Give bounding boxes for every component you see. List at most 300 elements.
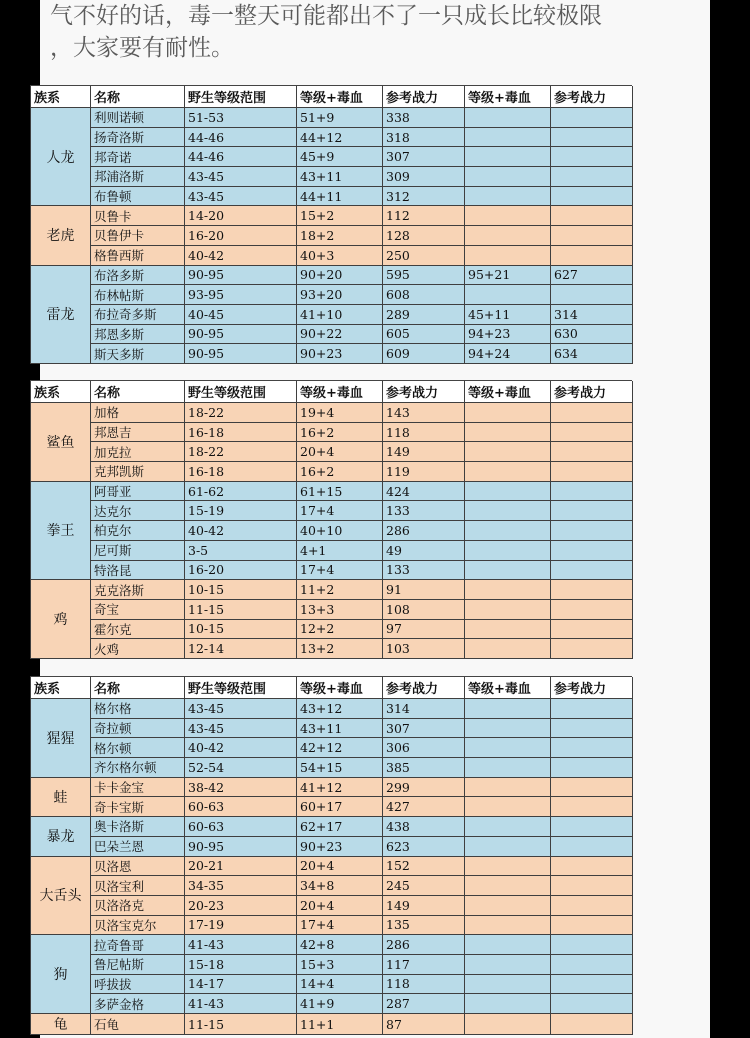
stat-cell: 34-35 xyxy=(185,876,297,896)
table-row xyxy=(31,540,633,560)
stat-cell: 94+24 xyxy=(465,344,551,364)
stat-cell: 128 xyxy=(383,226,465,246)
column-header: 野生等级范围 xyxy=(185,677,297,699)
stat-cell xyxy=(465,1014,551,1035)
column-header: 等级+毒血 xyxy=(465,86,551,108)
pet-table-1 xyxy=(30,86,632,364)
stat-cell xyxy=(551,639,633,659)
stat-cell xyxy=(551,147,633,167)
stat-cell xyxy=(465,167,551,187)
stat-cell xyxy=(465,245,551,265)
stat-cell xyxy=(465,501,551,521)
stat-cell: 40+3 xyxy=(297,245,383,265)
stat-cell xyxy=(551,777,633,797)
stat-cell xyxy=(465,758,551,778)
stat-cell xyxy=(465,856,551,876)
pet-table-3 xyxy=(30,677,632,1035)
table-row xyxy=(31,481,633,501)
stat-cell: 118 xyxy=(383,422,465,442)
pet-name-cell: 布林帖斯 xyxy=(91,285,185,305)
table-row xyxy=(31,324,633,344)
pet-name-cell: 贝鲁伊卡 xyxy=(91,226,185,246)
stat-cell: 11+2 xyxy=(297,580,383,600)
pet-name-cell: 邦恩多斯 xyxy=(91,324,185,344)
table-header-row xyxy=(31,381,633,403)
intro-text xyxy=(50,0,710,64)
stat-cell: 108 xyxy=(383,599,465,619)
stat-cell: 338 xyxy=(383,108,465,128)
column-header: 参考战力 xyxy=(551,381,633,403)
stat-cell: 287 xyxy=(383,994,465,1014)
stat-cell: 15-18 xyxy=(185,954,297,974)
stat-cell: 11-15 xyxy=(185,599,297,619)
stat-cell xyxy=(465,186,551,206)
column-header: 参考战力 xyxy=(383,381,465,403)
table-row xyxy=(31,560,633,580)
stat-cell: 61-62 xyxy=(185,481,297,501)
stat-cell: 314 xyxy=(383,699,465,719)
table-row xyxy=(31,344,633,364)
family-cell: 鲨鱼 xyxy=(31,403,91,482)
table-row xyxy=(31,521,633,541)
stat-cell xyxy=(551,540,633,560)
pet-name-cell: 奇拉顿 xyxy=(91,718,185,738)
pet-name-cell: 邦浦洛斯 xyxy=(91,167,185,187)
stat-cell xyxy=(465,954,551,974)
column-header: 等级+毒血 xyxy=(297,677,383,699)
stat-cell: 10-15 xyxy=(185,619,297,639)
stat-cell: 605 xyxy=(383,324,465,344)
table-row xyxy=(31,580,633,600)
pet-table-2 xyxy=(30,381,632,659)
table-row xyxy=(31,856,633,876)
table-row xyxy=(31,639,633,659)
stat-cell xyxy=(551,895,633,915)
pet-name-cell: 邦恩吉 xyxy=(91,422,185,442)
stat-cell: 93+20 xyxy=(297,285,383,305)
stat-cell: 94+23 xyxy=(465,324,551,344)
stat-cell: 43-45 xyxy=(185,699,297,719)
stat-cell: 90+22 xyxy=(297,324,383,344)
pet-name-cell: 阿哥亚 xyxy=(91,481,185,501)
pet-name-cell: 贝洛宝利 xyxy=(91,876,185,896)
pet-name-cell: 巴朵兰恩 xyxy=(91,836,185,856)
stat-cell: 149 xyxy=(383,442,465,462)
stat-cell: 16-20 xyxy=(185,560,297,580)
table-row xyxy=(31,206,633,226)
stat-cell: 634 xyxy=(551,344,633,364)
pet-name-cell: 柏克尔 xyxy=(91,521,185,541)
table-row xyxy=(31,147,633,167)
table-row xyxy=(31,935,633,955)
table-row xyxy=(31,817,633,837)
stat-cell: 13+2 xyxy=(297,639,383,659)
stat-cell xyxy=(551,974,633,994)
stat-cell: 43+11 xyxy=(297,718,383,738)
stat-cell: 43+11 xyxy=(297,167,383,187)
stat-cell xyxy=(465,403,551,423)
pet-name-cell: 加格 xyxy=(91,403,185,423)
pet-name-cell: 克邦凯斯 xyxy=(91,462,185,482)
pet-name-cell: 卡卡金宝 xyxy=(91,777,185,797)
column-header: 参考战力 xyxy=(383,86,465,108)
family-cell: 大舌头 xyxy=(31,856,91,935)
table-row xyxy=(31,127,633,147)
stat-cell: 4+1 xyxy=(297,540,383,560)
column-header: 族系 xyxy=(31,86,91,108)
stat-cell: 17+4 xyxy=(297,915,383,935)
table-row xyxy=(31,245,633,265)
table-row xyxy=(31,599,633,619)
pet-name-cell: 贝洛洛克 xyxy=(91,895,185,915)
family-cell: 龟 xyxy=(31,1014,91,1035)
stat-cell: 133 xyxy=(383,560,465,580)
stat-cell xyxy=(551,521,633,541)
stat-cell: 90-95 xyxy=(185,265,297,285)
stat-cell: 11-15 xyxy=(185,1014,297,1035)
table-row xyxy=(31,1014,633,1035)
stat-cell: 40+10 xyxy=(297,521,383,541)
pet-name-cell: 呼拔拔 xyxy=(91,974,185,994)
stat-cell: 90-95 xyxy=(185,324,297,344)
pet-name-cell: 达克尔 xyxy=(91,501,185,521)
table-row xyxy=(31,994,633,1014)
stat-cell: 38-42 xyxy=(185,777,297,797)
stat-cell: 51-53 xyxy=(185,108,297,128)
column-header: 参考战力 xyxy=(551,677,633,699)
stat-cell xyxy=(551,501,633,521)
stat-cell: 286 xyxy=(383,521,465,541)
stat-cell: 609 xyxy=(383,344,465,364)
stat-cell: 12+2 xyxy=(297,619,383,639)
stat-cell xyxy=(551,758,633,778)
table-row xyxy=(31,167,633,187)
stat-cell: 41+12 xyxy=(297,777,383,797)
stat-cell xyxy=(465,540,551,560)
stat-cell: 45+9 xyxy=(297,147,383,167)
stat-cell xyxy=(465,699,551,719)
stat-cell xyxy=(551,738,633,758)
stat-cell: 608 xyxy=(383,285,465,305)
stat-cell: 17-19 xyxy=(185,915,297,935)
stat-cell: 40-42 xyxy=(185,738,297,758)
stat-cell xyxy=(465,285,551,305)
stat-cell: 49 xyxy=(383,540,465,560)
stat-cell: 43-45 xyxy=(185,186,297,206)
stat-cell xyxy=(551,442,633,462)
stat-cell: 87 xyxy=(383,1014,465,1035)
stat-cell: 90-95 xyxy=(185,836,297,856)
stat-cell xyxy=(465,777,551,797)
stat-cell: 40-45 xyxy=(185,304,297,324)
table-row xyxy=(31,619,633,639)
stat-cell xyxy=(551,1014,633,1035)
stat-cell: 16-18 xyxy=(185,462,297,482)
stat-cell: 41-43 xyxy=(185,994,297,1014)
stat-cell: 45+11 xyxy=(465,304,551,324)
table-row xyxy=(31,285,633,305)
stat-cell: 97 xyxy=(383,619,465,639)
pet-name-cell: 利则诺顿 xyxy=(91,108,185,128)
family-cell: 狗 xyxy=(31,935,91,1014)
stat-cell: 44-46 xyxy=(185,127,297,147)
stat-cell xyxy=(551,599,633,619)
stat-cell xyxy=(551,462,633,482)
stat-cell xyxy=(465,915,551,935)
stat-cell xyxy=(551,245,633,265)
stat-cell xyxy=(551,560,633,580)
stat-cell xyxy=(551,481,633,501)
column-header: 野生等级范围 xyxy=(185,381,297,403)
table-row xyxy=(31,758,633,778)
stat-cell: 20+4 xyxy=(297,442,383,462)
stat-cell: 112 xyxy=(383,206,465,226)
stat-cell xyxy=(551,403,633,423)
stat-cell: 40-42 xyxy=(185,521,297,541)
pet-name-cell: 尼可斯 xyxy=(91,540,185,560)
stat-cell: 16+2 xyxy=(297,462,383,482)
pet-name-cell: 贝鲁卡 xyxy=(91,206,185,226)
stat-cell: 250 xyxy=(383,245,465,265)
table-row xyxy=(31,797,633,817)
stat-cell: 95+21 xyxy=(465,265,551,285)
stat-cell xyxy=(465,127,551,147)
family-cell: 拳王 xyxy=(31,481,91,579)
table-row xyxy=(31,915,633,935)
pet-name-cell: 奥卡洛斯 xyxy=(91,817,185,837)
stat-cell: 143 xyxy=(383,403,465,423)
pet-name-cell: 霍尔克 xyxy=(91,619,185,639)
stat-cell: 630 xyxy=(551,324,633,344)
stat-cell: 43+12 xyxy=(297,699,383,719)
stat-cell xyxy=(551,619,633,639)
stat-cell xyxy=(551,935,633,955)
stat-cell: 11+1 xyxy=(297,1014,383,1035)
pet-name-cell: 扬奇洛斯 xyxy=(91,127,185,147)
table-row xyxy=(31,265,633,285)
family-cell: 雷龙 xyxy=(31,265,91,363)
stat-cell: 90+23 xyxy=(297,836,383,856)
stat-cell: 119 xyxy=(383,462,465,482)
stat-cell: 14-20 xyxy=(185,206,297,226)
stat-cell xyxy=(465,580,551,600)
pet-name-cell: 加克拉 xyxy=(91,442,185,462)
pet-name-cell: 特洛昆 xyxy=(91,560,185,580)
stat-cell: 62+17 xyxy=(297,817,383,837)
stat-cell xyxy=(551,167,633,187)
table-row xyxy=(31,876,633,896)
stat-cell: 623 xyxy=(383,836,465,856)
pet-name-cell: 贝洛宝克尔 xyxy=(91,915,185,935)
stat-cell xyxy=(551,422,633,442)
stat-cell xyxy=(551,699,633,719)
stat-cell: 427 xyxy=(383,797,465,817)
stat-cell: 15-19 xyxy=(185,501,297,521)
table-row xyxy=(31,954,633,974)
stat-cell: 41-43 xyxy=(185,935,297,955)
pet-name-cell: 布洛多斯 xyxy=(91,265,185,285)
stat-cell xyxy=(465,935,551,955)
stat-cell: 90+23 xyxy=(297,344,383,364)
stat-cell xyxy=(551,285,633,305)
stat-cell: 18-22 xyxy=(185,403,297,423)
stat-cell xyxy=(551,915,633,935)
pet-name-cell: 格尔格 xyxy=(91,699,185,719)
stat-cell: 289 xyxy=(383,304,465,324)
table-row xyxy=(31,403,633,423)
stat-cell: 10-15 xyxy=(185,580,297,600)
stat-cell: 438 xyxy=(383,817,465,837)
stat-cell: 118 xyxy=(383,974,465,994)
stat-cell: 3-5 xyxy=(185,540,297,560)
stat-cell xyxy=(551,876,633,896)
stat-cell xyxy=(465,619,551,639)
stat-cell: 20-21 xyxy=(185,856,297,876)
stat-cell: 41+10 xyxy=(297,304,383,324)
stat-cell xyxy=(465,226,551,246)
stat-cell xyxy=(465,481,551,501)
stat-cell: 43-45 xyxy=(185,718,297,738)
stat-cell xyxy=(551,994,633,1014)
stat-cell xyxy=(465,462,551,482)
table-row xyxy=(31,895,633,915)
stat-cell xyxy=(551,206,633,226)
stat-cell xyxy=(465,876,551,896)
stat-cell xyxy=(465,147,551,167)
stat-cell: 42+12 xyxy=(297,738,383,758)
intro-line-2: ，大家要有耐性。 xyxy=(50,35,234,61)
stat-cell: 385 xyxy=(383,758,465,778)
stat-cell xyxy=(465,206,551,226)
stat-cell: 133 xyxy=(383,501,465,521)
stat-cell xyxy=(551,580,633,600)
stat-cell: 245 xyxy=(383,876,465,896)
table-row xyxy=(31,738,633,758)
stat-cell: 117 xyxy=(383,954,465,974)
table-header-row xyxy=(31,677,633,699)
table-row xyxy=(31,304,633,324)
pet-name-cell: 齐尔格尔顿 xyxy=(91,758,185,778)
family-cell: 鸡 xyxy=(31,580,91,659)
table-row xyxy=(31,501,633,521)
column-header: 参考战力 xyxy=(383,677,465,699)
stat-cell: 17+4 xyxy=(297,560,383,580)
column-header: 等级+毒血 xyxy=(465,381,551,403)
stat-cell xyxy=(465,639,551,659)
stat-cell: 307 xyxy=(383,718,465,738)
pet-name-cell: 斯天多斯 xyxy=(91,344,185,364)
stat-cell xyxy=(465,442,551,462)
stat-cell: 103 xyxy=(383,639,465,659)
stat-cell: 51+9 xyxy=(297,108,383,128)
stat-cell: 306 xyxy=(383,738,465,758)
table-header-row xyxy=(31,86,633,108)
family-cell: 老虎 xyxy=(31,206,91,265)
table-row xyxy=(31,226,633,246)
stat-cell: 14-17 xyxy=(185,974,297,994)
table-row xyxy=(31,974,633,994)
table-row xyxy=(31,442,633,462)
column-header: 名称 xyxy=(91,381,185,403)
column-header: 等级+毒血 xyxy=(297,86,383,108)
table-row xyxy=(31,699,633,719)
stat-cell xyxy=(551,186,633,206)
stat-cell: 286 xyxy=(383,935,465,955)
pet-name-cell: 奇宝 xyxy=(91,599,185,619)
table-row xyxy=(31,836,633,856)
stat-cell: 307 xyxy=(383,147,465,167)
pet-name-cell: 火鸡 xyxy=(91,639,185,659)
pet-stats-table xyxy=(30,677,633,1035)
stat-cell xyxy=(465,718,551,738)
stat-cell: 93-95 xyxy=(185,285,297,305)
table-row xyxy=(31,186,633,206)
stat-cell xyxy=(465,422,551,442)
column-header: 参考战力 xyxy=(551,86,633,108)
pet-name-cell: 石龟 xyxy=(91,1014,185,1035)
stat-cell: 91 xyxy=(383,580,465,600)
column-header: 名称 xyxy=(91,86,185,108)
stat-cell: 44-46 xyxy=(185,147,297,167)
stat-cell: 18-22 xyxy=(185,442,297,462)
table-row xyxy=(31,462,633,482)
stat-cell: 43-45 xyxy=(185,167,297,187)
stat-cell xyxy=(465,836,551,856)
pet-name-cell: 贝洛恩 xyxy=(91,856,185,876)
stat-cell xyxy=(465,895,551,915)
stat-cell: 309 xyxy=(383,167,465,187)
stat-cell: 34+8 xyxy=(297,876,383,896)
stat-cell xyxy=(551,226,633,246)
stat-cell xyxy=(465,974,551,994)
stat-cell xyxy=(465,817,551,837)
stat-cell xyxy=(465,108,551,128)
stat-cell: 41+9 xyxy=(297,994,383,1014)
stat-cell: 42+8 xyxy=(297,935,383,955)
column-header: 名称 xyxy=(91,677,185,699)
table-row xyxy=(31,422,633,442)
stat-cell: 314 xyxy=(551,304,633,324)
stat-cell: 14+4 xyxy=(297,974,383,994)
stat-cell: 40-42 xyxy=(185,245,297,265)
stat-cell: 20-23 xyxy=(185,895,297,915)
stat-cell: 54+15 xyxy=(297,758,383,778)
stat-cell: 149 xyxy=(383,895,465,915)
stat-cell: 20+4 xyxy=(297,856,383,876)
stat-cell xyxy=(551,836,633,856)
pet-stats-table xyxy=(30,86,633,364)
table-row xyxy=(31,777,633,797)
family-cell: 暴龙 xyxy=(31,817,91,856)
stat-cell: 13+3 xyxy=(297,599,383,619)
pet-name-cell: 布鲁顿 xyxy=(91,186,185,206)
stat-cell: 299 xyxy=(383,777,465,797)
stat-cell: 60+17 xyxy=(297,797,383,817)
column-header: 族系 xyxy=(31,381,91,403)
stat-cell: 60-63 xyxy=(185,817,297,837)
stat-cell xyxy=(465,738,551,758)
stat-cell: 135 xyxy=(383,915,465,935)
stat-cell: 312 xyxy=(383,186,465,206)
stat-cell xyxy=(465,560,551,580)
stat-cell xyxy=(465,797,551,817)
stat-cell: 20+4 xyxy=(297,895,383,915)
stat-cell: 44+11 xyxy=(297,186,383,206)
stat-cell xyxy=(465,599,551,619)
pet-name-cell: 布拉奇多斯 xyxy=(91,304,185,324)
stat-cell: 595 xyxy=(383,265,465,285)
pet-name-cell: 鲁尼帖斯 xyxy=(91,954,185,974)
